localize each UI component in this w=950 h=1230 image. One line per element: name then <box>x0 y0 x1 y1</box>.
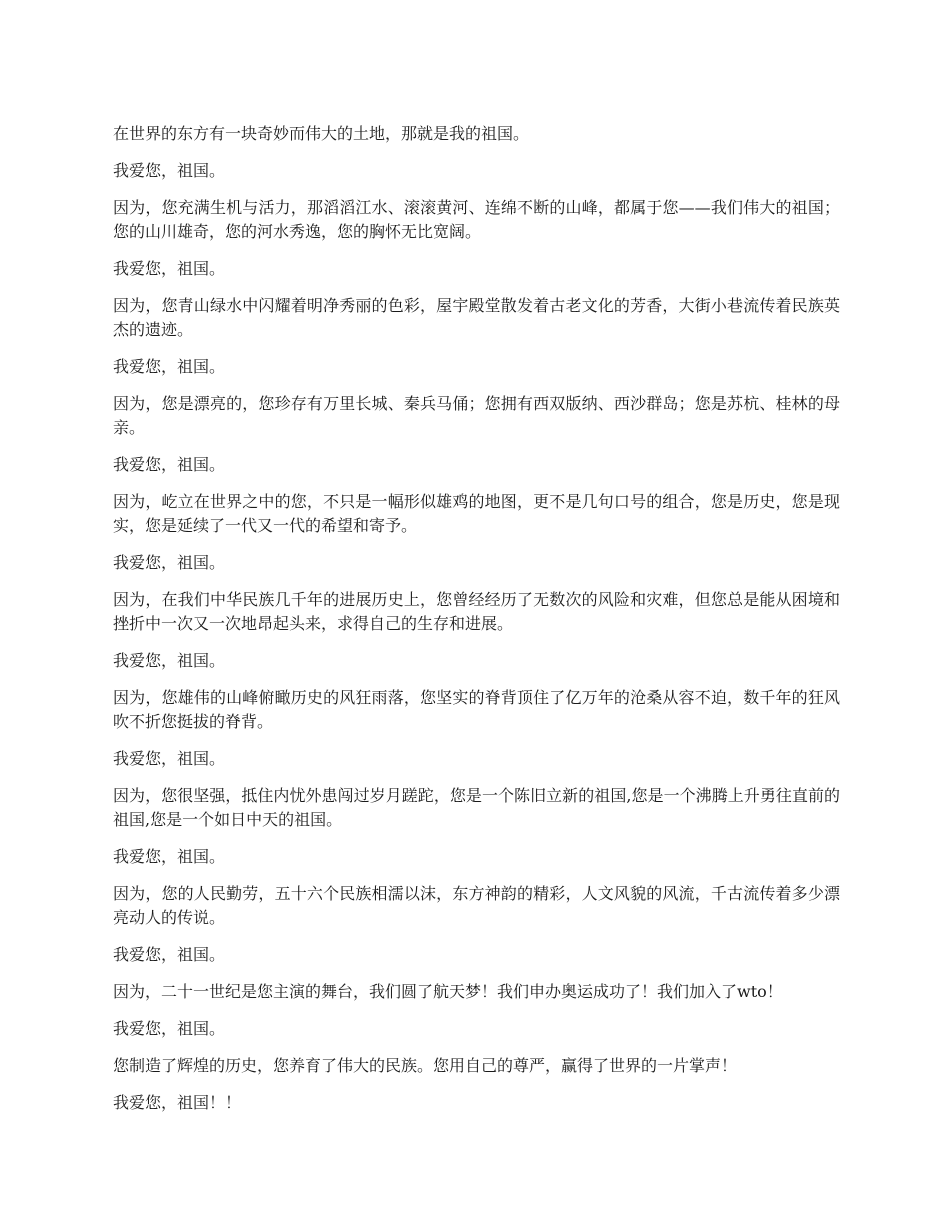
paragraph: 我爱您，祖国。 <box>113 651 226 670</box>
paragraph: 因为，您很坚强，抵住内忧外患闯过岁月蹉跎，您是一个陈旧立新的祖国,您是一个沸腾上升勇往直前的祖国,您是一个如日中天的祖国。 <box>113 786 840 829</box>
paragraph: 我爱您，祖国。 <box>113 945 226 964</box>
paragraph: 我爱您，祖国。 <box>113 749 226 768</box>
paragraph: 因为，您的人民勤劳，五十六个民族相濡以沫，东方神韵的精彩，人文风貌的风流，千古流传着多少漂亮动人的传说。 <box>113 884 840 927</box>
paragraph: 我爱您，祖国。 <box>113 553 226 572</box>
paragraph: 我爱您，祖国。 <box>113 455 226 474</box>
paragraph: 因为，您充满生机与活力，那滔滔江水、滚滚黄河、连绵不断的山峰，都属于您——我们伟大的祖国；您的山川雄奇，您的河水秀逸，您的胸怀无比宽阔。 <box>113 198 840 241</box>
paragraph: 因为，二十一世纪是您主演的舞台，我们圆了航天梦！我们申办奥运成功了！我们加入了wto！ <box>113 982 783 1001</box>
paragraph: 在世界的东方有一块奇妙而伟大的土地，那就是我的祖国。 <box>113 124 530 143</box>
paragraph: 我爱您，祖国！！ <box>113 1093 242 1112</box>
paragraph: 因为，您雄伟的山峰俯瞰历史的风狂雨落，您坚实的脊背顶住了亿万年的沧桑从容不迫，数千年的狂风吹不折您挺拔的脊背。 <box>113 688 840 731</box>
paragraph: 我爱您，祖国。 <box>113 357 226 376</box>
paragraph: 因为，您青山绿水中闪耀着明净秀丽的色彩，屋宇殿堂散发着古老文化的芳香，大街小巷流传着民族英杰的遗迹。 <box>113 296 840 339</box>
paragraph: 我爱您，祖国。 <box>113 259 226 278</box>
paragraph: 您制造了辉煌的历史，您养育了伟大的民族。您用自己的尊严，赢得了世界的一片掌声！ <box>113 1056 738 1075</box>
paragraph: 因为，屹立在世界之中的您，不只是一幅形似雄鸡的地图，更不是几句口号的组合，您是历史，您是现实，您是延续了一代又一代的希望和寄予。 <box>113 492 840 535</box>
paragraph: 我爱您，祖国。 <box>113 161 226 180</box>
paragraph: 我爱您，祖国。 <box>113 1019 226 1038</box>
document-page <box>113 122 840 1128</box>
paragraph: 我爱您，祖国。 <box>113 847 226 866</box>
paragraph: 因为，在我们中华民族几千年的进展历史上，您曾经经历了无数次的风险和灾难，但您总是能从困境和挫折中一次又一次地昂起头来，求得自己的生存和进展。 <box>113 590 840 633</box>
paragraph: 因为，您是漂亮的，您珍存有万里长城、秦兵马俑；您拥有西双版纳、西沙群岛；您是苏杭、桂林的母亲。 <box>113 394 840 437</box>
